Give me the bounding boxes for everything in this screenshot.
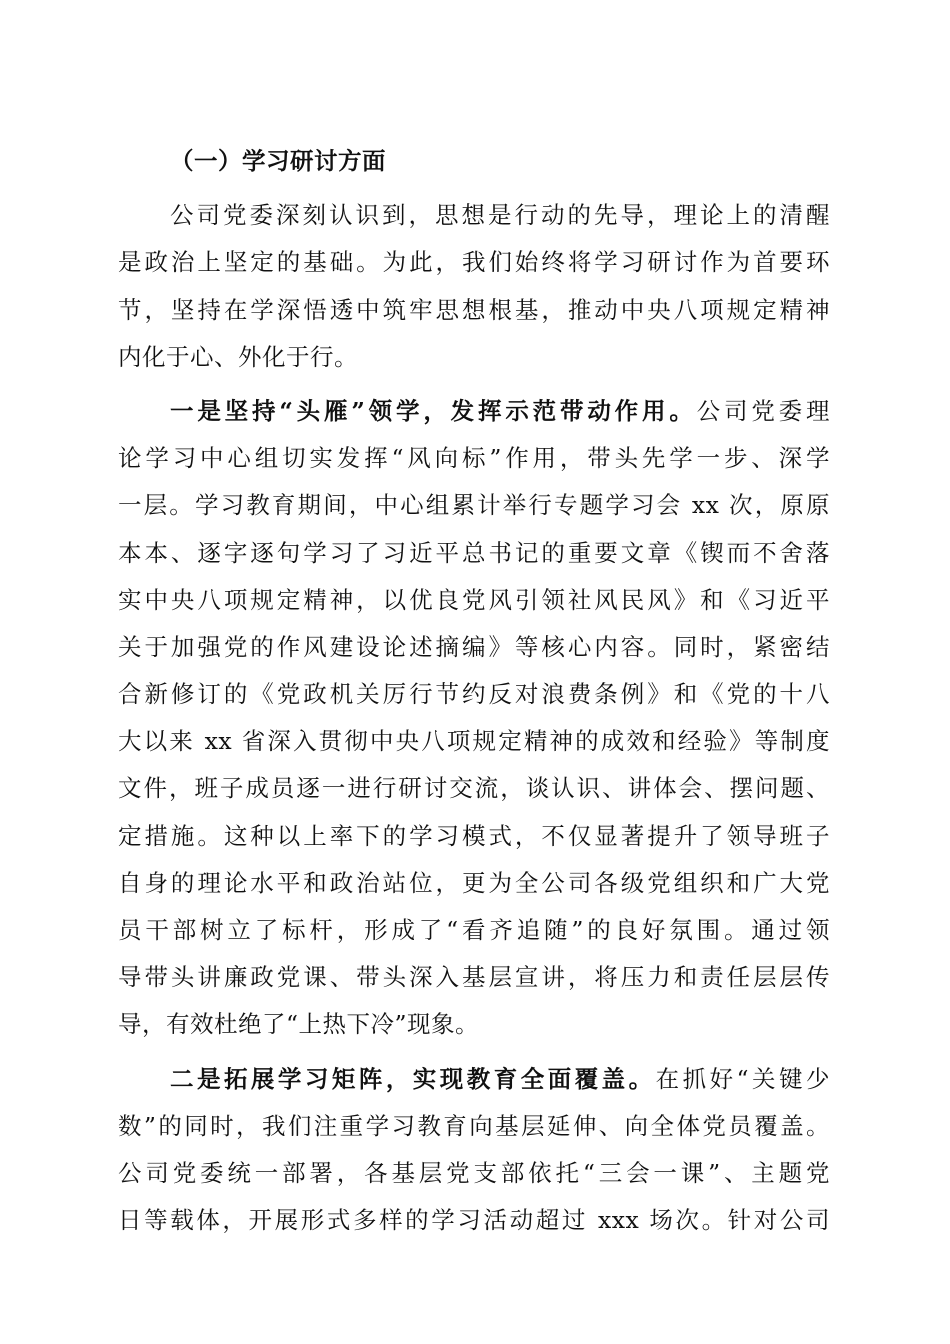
paragraph-point-one	[118, 388, 830, 1049]
paragraph-line: 定措施。这种以上率下的学习模式，不仅显著提升了领导班子	[118, 821, 830, 850]
paragraph-intro	[118, 192, 830, 381]
paragraph-line: 是政治上坚定的基础。为此，我们始终将学习研讨作为首要环	[118, 248, 830, 277]
paragraph-line: 导，有效杜绝了“上热下冷”现象。	[118, 1010, 480, 1039]
paragraph-line: 一层。学习教育期间，中心组累计举行专题学习会 xx 次，原原	[118, 491, 830, 520]
paragraph-line: 合新修订的《党政机关厉行节约反对浪费条例》和《党的十八	[118, 680, 830, 709]
paragraph-line: 大以来 xx 省深入贯彻中央八项规定精神的成效和经验》等制度	[118, 727, 830, 756]
section-heading: （一）学习研讨方面	[170, 147, 386, 175]
paragraph-line: 数”的同时，我们注重学习教育向基层延伸、向全体党员覆盖。	[118, 1111, 830, 1140]
paragraph-line: 本本、逐字逐句学习了习近平总书记的重要文章《锲而不舍落	[118, 538, 830, 567]
point-two-lead-rest: 在抓好“关键少	[655, 1064, 831, 1093]
point-two-lead: 二是拓展学习矩阵，实现教育全面覆盖。	[170, 1064, 656, 1093]
paragraph-line	[118, 1056, 830, 1103]
paragraph-line: 内化于心、外化于行。	[118, 342, 358, 371]
paragraph-point-two	[118, 1056, 830, 1245]
paragraph-line: 关于加强党的作风建设论述摘编》等核心内容。同时，紧密结	[118, 632, 830, 661]
paragraph-line: 日等载体，开展形式多样的学习活动超过 xxx 场次。针对公司	[118, 1206, 830, 1235]
paragraph-line: 文件，班子成员逐一进行研讨交流，谈认识、讲体会、摆问题、	[118, 774, 830, 803]
document-page	[118, 138, 830, 1244]
paragraph-line: 员干部树立了标杆，形成了“看齐追随”的良好氛围。通过领	[118, 916, 830, 944]
paragraph-line: 节，坚持在学深悟透中筑牢思想根基，推动中央八项规定精神	[118, 295, 830, 324]
paragraph-line: 公司党委深刻认识到，思想是行动的先导，理论上的清醒	[170, 201, 830, 230]
paragraph-line	[118, 388, 830, 435]
point-one-lead: 一是坚持“头雁”领学，发挥示范带动作用。	[170, 396, 697, 425]
paragraph-line: 论学习中心组切实发挥“风向标”作用，带头先学一步、深学	[118, 444, 830, 473]
paragraph-line: 自身的理论水平和政治站位，更为全公司各级党组织和广大党	[118, 868, 830, 897]
point-one-lead-rest: 公司党委理	[696, 396, 830, 425]
paragraph-line: 实中央八项规定精神，以优良党风引领社风民风》和《习近平	[118, 585, 830, 614]
paragraph-line: 公司党委统一部署，各基层党支部依托“三会一课”、主题党	[118, 1158, 830, 1187]
paragraph-line: 导带头讲廉政党课、带头深入基层宣讲，将压力和责任层层传	[118, 963, 830, 992]
